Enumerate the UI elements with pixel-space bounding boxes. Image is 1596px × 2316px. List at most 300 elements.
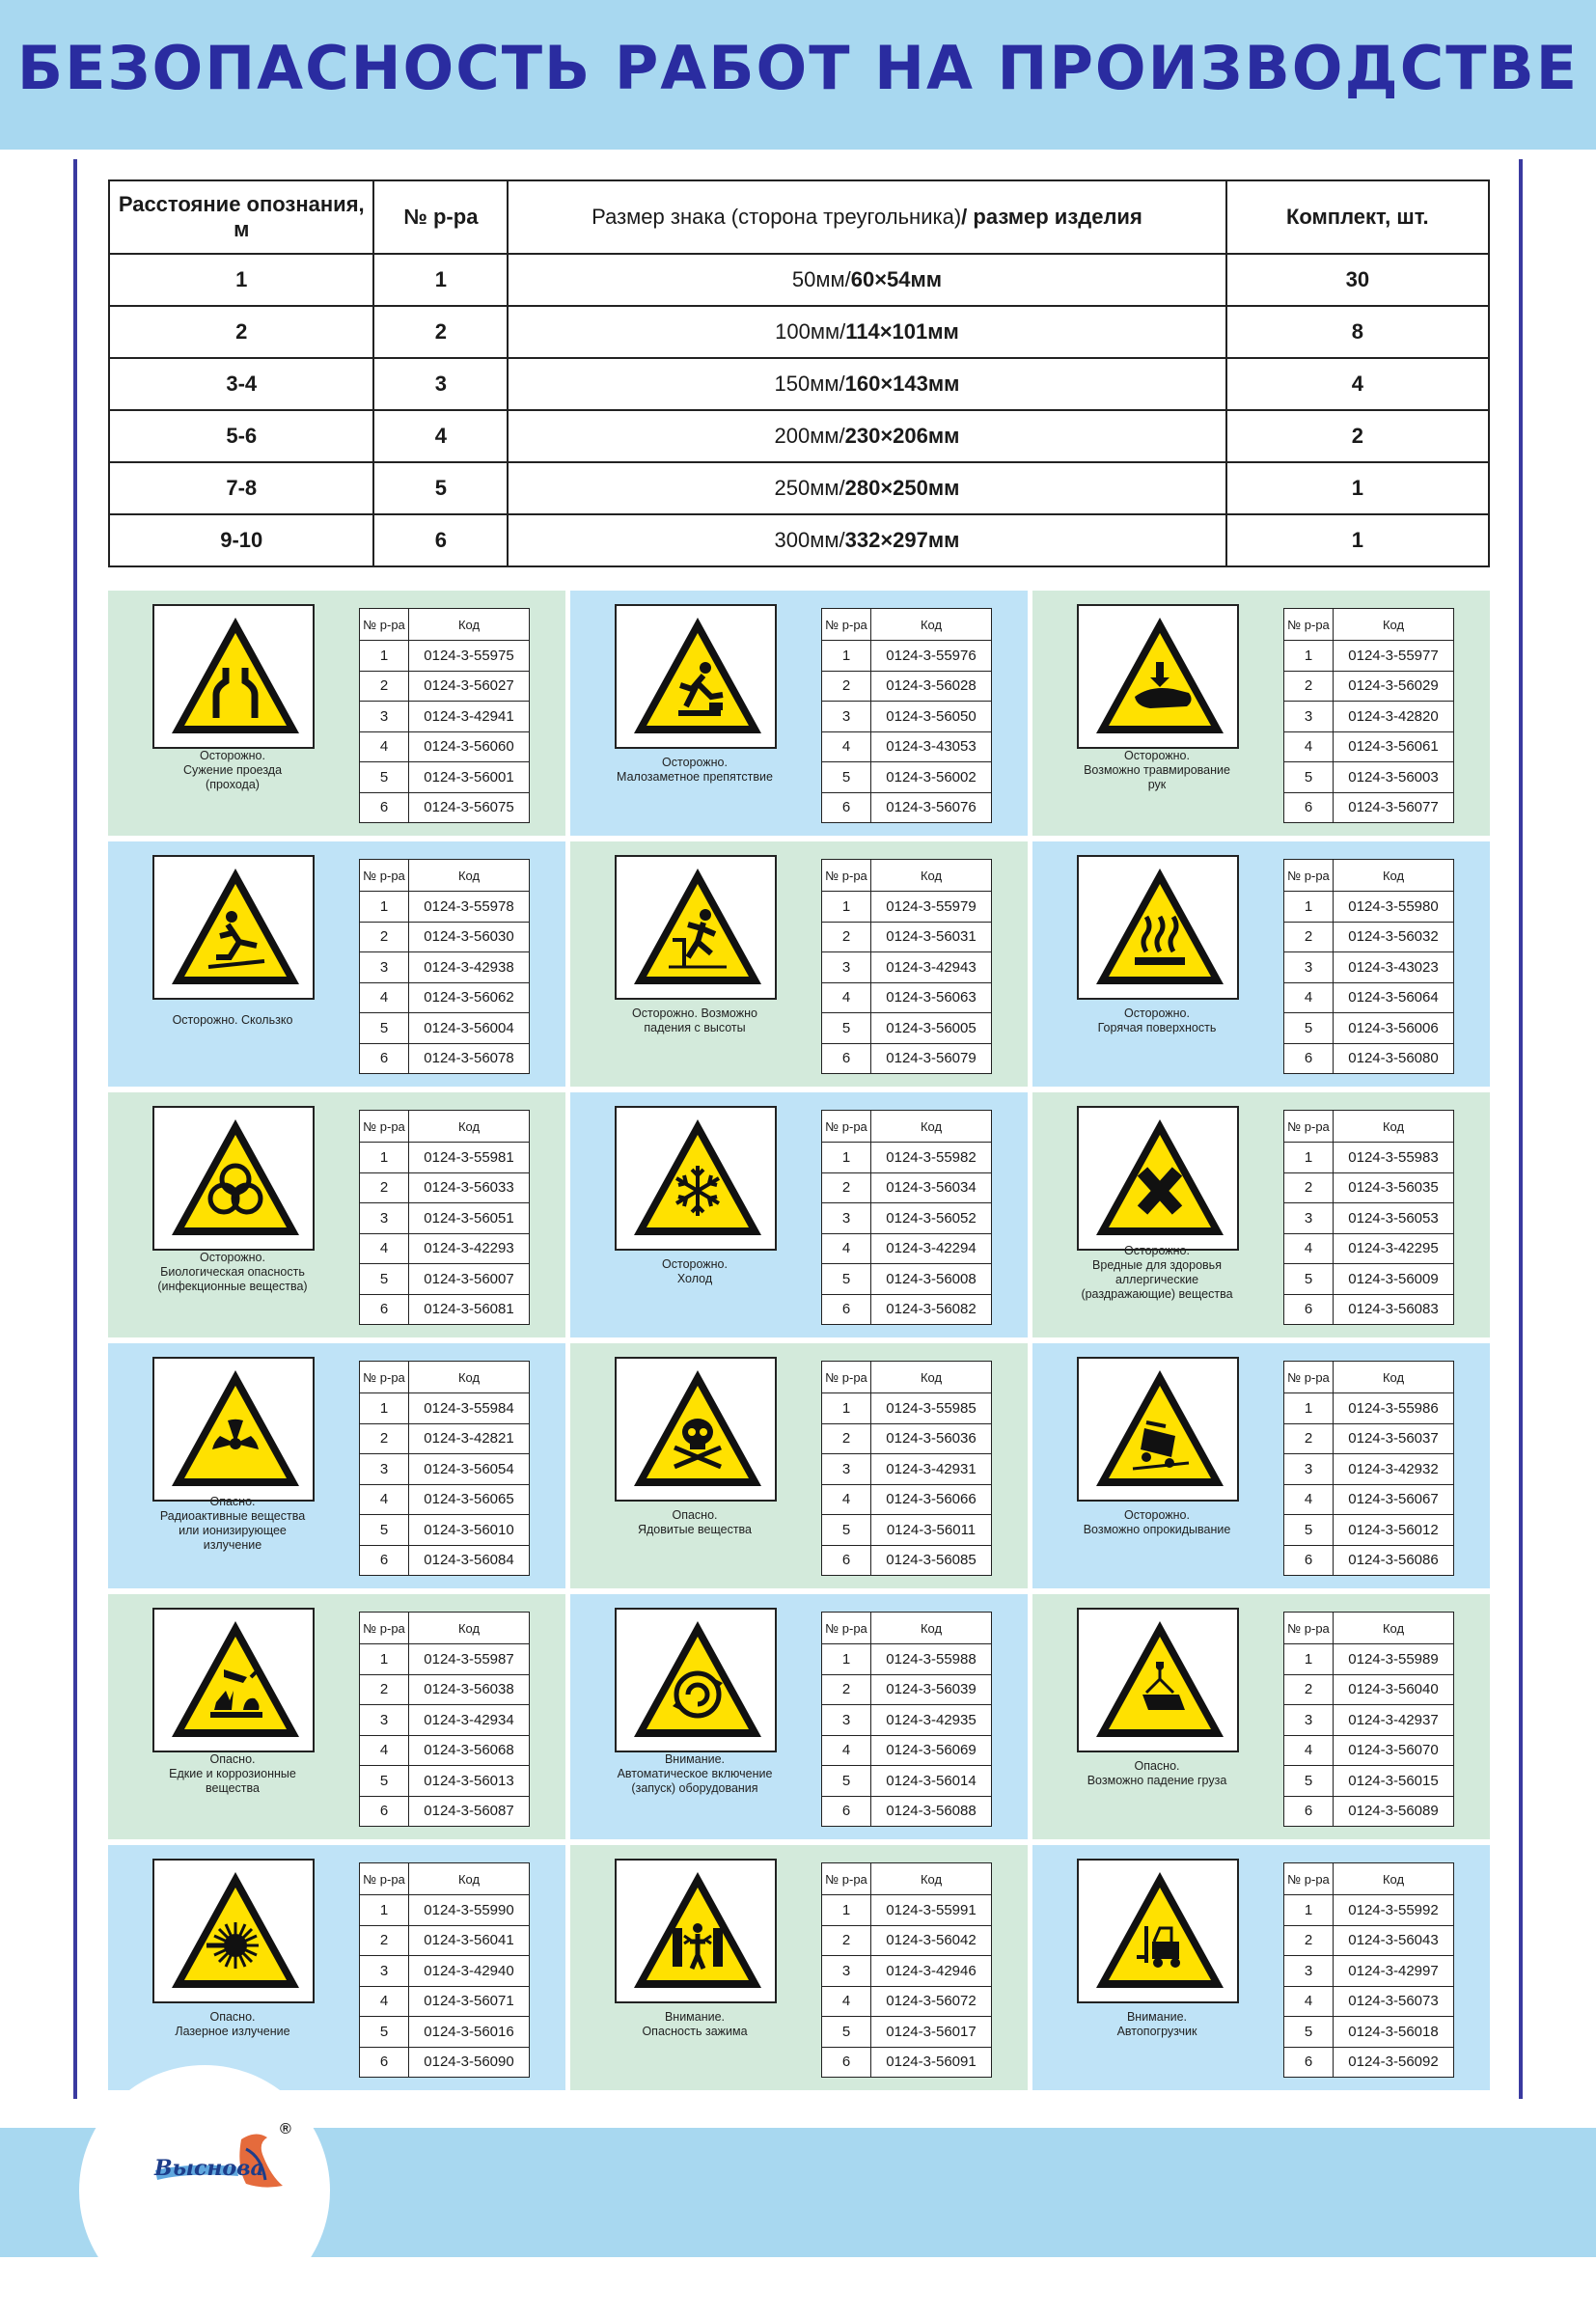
code-table — [1283, 1110, 1454, 1325]
code-value: 0124-3-56002 — [871, 762, 992, 793]
code-row — [822, 1264, 992, 1295]
code-value: 0124-3-56007 — [409, 1264, 530, 1295]
code-value: 0124-3-56086 — [1334, 1545, 1454, 1576]
sign-image — [615, 1106, 777, 1251]
code-value: 0124-3-42940 — [409, 1956, 530, 1987]
code-value: 0124-3-56014 — [871, 1766, 992, 1797]
code-row — [822, 1143, 992, 1173]
code-size-number: 2 — [822, 671, 871, 702]
code-value: 0124-3-56030 — [409, 922, 530, 952]
code-row — [1284, 671, 1454, 702]
code-size-number: 6 — [822, 1294, 871, 1325]
code-value: 0124-3-56078 — [409, 1043, 530, 1074]
code-table — [359, 608, 530, 823]
sign-card — [570, 1092, 1028, 1337]
sign-caption — [1032, 1759, 1281, 1788]
code-value: 0124-3-56068 — [409, 1735, 530, 1766]
code-row — [360, 982, 530, 1013]
row-size-number: 1 — [373, 254, 508, 306]
code-size-number: 1 — [1284, 641, 1334, 672]
sign-card — [108, 1343, 565, 1588]
code-size-number: 6 — [822, 1796, 871, 1827]
code-size-number: 5 — [822, 762, 871, 793]
code-row — [360, 1233, 530, 1264]
code-value: 0124-3-56016 — [409, 2017, 530, 2048]
code-value: 0124-3-55978 — [409, 892, 530, 923]
code-row — [1284, 952, 1454, 983]
code-value: 0124-3-42941 — [409, 702, 530, 732]
header-distance: Расстояние опознания, м — [109, 180, 373, 254]
code-size-number: 5 — [360, 2017, 409, 2048]
code-size-number: 3 — [822, 1956, 871, 1987]
code-row — [822, 922, 992, 952]
sign-caption-line: или ионизирующее — [179, 1524, 287, 1537]
code-row — [822, 952, 992, 983]
harmful-irritant-icon — [1092, 1116, 1227, 1241]
code-row — [822, 1423, 992, 1454]
code-value: 0124-3-56084 — [409, 1545, 530, 1576]
code-row — [822, 2047, 992, 2078]
code-row — [1284, 792, 1454, 823]
code-value: 0124-3-56082 — [871, 1294, 992, 1325]
code-value: 0124-3-55986 — [1334, 1393, 1454, 1424]
sign-caption-line: Внимание. — [1126, 2010, 1188, 2024]
sign-caption — [108, 1251, 357, 1294]
code-size-number: 6 — [1284, 1796, 1334, 1827]
sign-caption-line: Осторожно. — [1124, 1508, 1190, 1522]
code-size-number: 2 — [1284, 1423, 1334, 1454]
code-value: 0124-3-42820 — [1334, 702, 1454, 732]
code-table — [821, 859, 992, 1074]
code-header-code: Код — [871, 860, 992, 892]
code-header-code: Код — [1334, 1863, 1454, 1895]
code-size-number: 6 — [360, 1545, 409, 1576]
sign-caption — [108, 2010, 357, 2039]
code-row — [822, 1705, 992, 1736]
code-row — [360, 1956, 530, 1987]
code-size-number: 3 — [1284, 1956, 1334, 1987]
code-header-code: Код — [871, 609, 992, 641]
sign-card — [108, 1845, 565, 2090]
header-size-number: № р-ра — [373, 180, 508, 254]
code-row — [360, 1986, 530, 2017]
row-size-sign: 50мм/ — [791, 267, 851, 291]
sign-caption — [1032, 749, 1281, 792]
code-value: 0124-3-55982 — [871, 1143, 992, 1173]
code-value: 0124-3-56067 — [1334, 1484, 1454, 1515]
sign-caption-line: Осторожно. — [1124, 1006, 1190, 1020]
sign-caption-line: Осторожно. Скользко — [172, 1013, 293, 1027]
sign-caption — [570, 2010, 819, 2039]
code-size-number: 6 — [822, 1043, 871, 1074]
code-value: 0124-3-56077 — [1334, 792, 1454, 823]
code-value: 0124-3-56091 — [871, 2047, 992, 2078]
code-table-header — [1284, 1362, 1454, 1393]
code-value: 0124-3-56088 — [871, 1796, 992, 1827]
sign-card — [1032, 1845, 1490, 2090]
code-value: 0124-3-55988 — [871, 1644, 992, 1675]
code-table — [821, 608, 992, 823]
code-value: 0124-3-56064 — [1334, 982, 1454, 1013]
tripping-hazard-icon — [630, 614, 765, 739]
code-row — [822, 1013, 992, 1044]
sign-caption-line: Осторожно. — [662, 756, 728, 769]
code-row — [1284, 762, 1454, 793]
sign-caption — [1032, 1244, 1281, 1302]
code-table — [359, 1110, 530, 1325]
code-row — [360, 762, 530, 793]
code-size-number: 6 — [1284, 1545, 1334, 1576]
code-size-number: 4 — [822, 1484, 871, 1515]
code-size-number: 2 — [822, 922, 871, 952]
code-size-number: 2 — [822, 1925, 871, 1956]
code-value: 0124-3-55989 — [1334, 1644, 1454, 1675]
code-value: 0124-3-42943 — [871, 952, 992, 983]
laser-icon — [168, 1868, 303, 1994]
sign-caption-line: Осторожно. — [200, 749, 265, 762]
code-row — [1284, 1986, 1454, 2017]
code-size-number: 5 — [360, 762, 409, 793]
row-size-number: 4 — [373, 410, 508, 462]
code-table-header — [360, 1362, 530, 1393]
code-value: 0124-3-56090 — [409, 2047, 530, 2078]
sign-image — [615, 1608, 777, 1752]
left-border-line — [73, 159, 77, 2099]
code-value: 0124-3-56001 — [409, 762, 530, 793]
code-row — [822, 1986, 992, 2017]
code-value: 0124-3-56012 — [1334, 1515, 1454, 1546]
code-table — [821, 1110, 992, 1325]
code-value: 0124-3-56010 — [409, 1515, 530, 1546]
code-size-number: 2 — [1284, 922, 1334, 952]
code-value: 0124-3-56062 — [409, 982, 530, 1013]
size-table-row — [109, 462, 1489, 514]
code-row — [822, 1735, 992, 1766]
code-value: 0124-3-56018 — [1334, 2017, 1454, 2048]
code-size-number: 6 — [360, 792, 409, 823]
code-row — [360, 702, 530, 732]
row-size-product: 280×250мм — [844, 476, 960, 500]
code-value: 0124-3-56041 — [409, 1925, 530, 1956]
code-header-number: № р-ра — [1284, 1863, 1334, 1895]
code-size-number: 4 — [360, 1735, 409, 1766]
code-size-number: 6 — [1284, 1043, 1334, 1074]
row-distance: 7-8 — [109, 462, 373, 514]
sign-caption — [570, 1508, 819, 1537]
code-value: 0124-3-42821 — [409, 1423, 530, 1454]
code-row — [822, 731, 992, 762]
sign-caption — [570, 1257, 819, 1286]
code-row — [822, 2017, 992, 2048]
right-border-line — [1519, 159, 1523, 2099]
code-row — [822, 1925, 992, 1956]
code-value: 0124-3-56039 — [871, 1674, 992, 1705]
code-row — [360, 892, 530, 923]
code-table-header — [822, 1613, 992, 1644]
code-value: 0124-3-56065 — [409, 1484, 530, 1515]
code-table-header — [1284, 609, 1454, 641]
sign-caption-line: излучение — [203, 1538, 262, 1552]
code-value: 0124-3-56042 — [871, 1925, 992, 1956]
code-value: 0124-3-56040 — [1334, 1674, 1454, 1705]
code-value: 0124-3-56092 — [1334, 2047, 1454, 2078]
sign-caption-line: Автопогрузчик — [1116, 2025, 1197, 2038]
sign-image — [615, 855, 777, 1000]
biohazard-icon — [168, 1116, 303, 1241]
row-size-product: 332×297мм — [844, 528, 960, 552]
sign-card — [570, 1343, 1028, 1588]
code-row — [360, 1454, 530, 1485]
code-table — [359, 859, 530, 1074]
code-size-number: 6 — [360, 1043, 409, 1074]
header-size — [508, 180, 1225, 254]
code-row — [360, 1393, 530, 1424]
code-value: 0124-3-55980 — [1334, 892, 1454, 923]
code-table-header — [1284, 860, 1454, 892]
code-row — [822, 1484, 992, 1515]
hand-injury-icon — [1092, 614, 1227, 739]
sign-image — [152, 1608, 315, 1752]
code-header-number: № р-ра — [1284, 860, 1334, 892]
code-size-number: 4 — [1284, 1735, 1334, 1766]
sign-caption — [108, 1495, 357, 1553]
code-size-number: 3 — [360, 1705, 409, 1736]
code-row — [360, 1925, 530, 1956]
code-value: 0124-3-42932 — [1334, 1454, 1454, 1485]
code-row — [1284, 1264, 1454, 1295]
code-row — [1284, 2047, 1454, 2078]
code-value: 0124-3-56015 — [1334, 1766, 1454, 1797]
forklift-icon — [1092, 1868, 1227, 1994]
code-row — [1284, 982, 1454, 1013]
row-distance: 1 — [109, 254, 373, 306]
code-size-number: 4 — [1284, 1986, 1334, 2017]
code-row — [822, 1796, 992, 1827]
code-size-number: 3 — [360, 702, 409, 732]
code-row — [1284, 1393, 1454, 1424]
row-distance: 3-4 — [109, 358, 373, 410]
code-row — [360, 922, 530, 952]
code-value: 0124-3-42997 — [1334, 1956, 1454, 1987]
sign-image — [1077, 1106, 1239, 1251]
sign-caption — [108, 1013, 357, 1028]
code-value: 0124-3-56060 — [409, 731, 530, 762]
row-size — [508, 514, 1225, 566]
hot-surface-icon — [1092, 865, 1227, 990]
code-row — [822, 641, 992, 672]
sign-image — [1077, 1357, 1239, 1502]
sign-caption-line: Опасно. — [209, 1495, 256, 1508]
code-row — [1284, 1895, 1454, 1926]
code-size-number: 2 — [1284, 1674, 1334, 1705]
code-row — [1284, 1203, 1454, 1234]
code-header-number: № р-ра — [360, 860, 409, 892]
code-value: 0124-3-56072 — [871, 1986, 992, 2017]
code-size-number: 6 — [360, 1294, 409, 1325]
code-value: 0124-3-56054 — [409, 1454, 530, 1485]
size-table-row — [109, 306, 1489, 358]
sign-card — [570, 841, 1028, 1087]
code-row — [822, 1766, 992, 1797]
code-row — [822, 982, 992, 1013]
code-row — [360, 731, 530, 762]
code-size-number: 3 — [822, 952, 871, 983]
code-size-number: 1 — [1284, 1143, 1334, 1173]
row-size-number: 6 — [373, 514, 508, 566]
code-header-number: № р-ра — [822, 609, 871, 641]
row-size-product: 114×101мм — [845, 319, 959, 344]
sign-caption-line: Осторожно. Возможно — [632, 1006, 757, 1020]
code-row — [1284, 1674, 1454, 1705]
row-set: 8 — [1226, 306, 1489, 358]
code-table-header — [1284, 1111, 1454, 1143]
code-size-number: 1 — [360, 892, 409, 923]
code-row — [822, 1454, 992, 1485]
code-table — [1283, 1612, 1454, 1827]
code-row — [360, 2017, 530, 2048]
code-row — [360, 1043, 530, 1074]
code-value: 0124-3-56087 — [409, 1796, 530, 1827]
code-size-number: 4 — [360, 982, 409, 1013]
code-table-header — [1284, 1863, 1454, 1895]
code-row — [360, 1545, 530, 1576]
code-value: 0124-3-55979 — [871, 892, 992, 923]
size-table-row — [109, 514, 1489, 566]
code-size-number: 5 — [360, 1264, 409, 1295]
sign-caption-line: (прохода) — [206, 778, 260, 791]
code-size-number: 2 — [360, 1925, 409, 1956]
code-size-number: 1 — [822, 641, 871, 672]
code-size-number: 2 — [360, 1674, 409, 1705]
code-size-number: 3 — [360, 1956, 409, 1987]
header-size-sign: Размер знака (сторона треугольника) — [592, 205, 962, 229]
row-distance: 9-10 — [109, 514, 373, 566]
code-header-code: Код — [871, 1863, 992, 1895]
code-row — [360, 1735, 530, 1766]
code-value: 0124-3-56033 — [409, 1172, 530, 1203]
sign-card — [1032, 591, 1490, 836]
code-row — [1284, 1143, 1454, 1173]
code-header-code: Код — [409, 609, 530, 641]
code-size-number: 4 — [822, 1735, 871, 1766]
code-size-number: 2 — [822, 1172, 871, 1203]
code-value: 0124-3-56006 — [1334, 1013, 1454, 1044]
code-size-number: 3 — [822, 1705, 871, 1736]
sign-image — [152, 1106, 315, 1251]
code-value: 0124-3-56079 — [871, 1043, 992, 1074]
code-row — [1284, 2017, 1454, 2048]
code-row — [360, 1484, 530, 1515]
code-size-number: 4 — [360, 1986, 409, 2017]
code-size-number: 2 — [1284, 1172, 1334, 1203]
code-value: 0124-3-42935 — [871, 1705, 992, 1736]
code-value: 0124-3-42294 — [871, 1233, 992, 1264]
code-size-number: 2 — [822, 1674, 871, 1705]
code-table-header — [822, 1863, 992, 1895]
code-size-number: 5 — [1284, 2017, 1334, 2048]
sign-caption-line: Осторожно. — [662, 1257, 728, 1271]
code-table-header — [360, 1613, 530, 1644]
code-size-number: 4 — [822, 1233, 871, 1264]
sign-card — [570, 1594, 1028, 1839]
code-row — [1284, 1925, 1454, 1956]
sign-caption-line: Биологическая опасность — [160, 1265, 305, 1279]
size-table-header — [109, 180, 1489, 254]
signs-grid — [108, 591, 1490, 2090]
code-size-number: 5 — [1284, 1766, 1334, 1797]
header-band — [0, 0, 1596, 150]
code-header-code: Код — [871, 1362, 992, 1393]
code-row — [822, 1644, 992, 1675]
code-value: 0124-3-56051 — [409, 1203, 530, 1234]
code-header-number: № р-ра — [360, 1863, 409, 1895]
code-value: 0124-3-56050 — [871, 702, 992, 732]
code-value: 0124-3-56032 — [1334, 922, 1454, 952]
code-row — [360, 641, 530, 672]
code-header-number: № р-ра — [1284, 1613, 1334, 1644]
code-row — [360, 1705, 530, 1736]
code-header-code: Код — [1334, 860, 1454, 892]
code-row — [1284, 1735, 1454, 1766]
sign-caption — [108, 749, 357, 792]
code-header-number: № р-ра — [822, 1111, 871, 1143]
code-header-code: Код — [1334, 1613, 1454, 1644]
sign-caption — [1032, 2010, 1281, 2039]
code-size-number: 4 — [1284, 1233, 1334, 1264]
code-value: 0124-3-56034 — [871, 1172, 992, 1203]
code-header-number: № р-ра — [1284, 609, 1334, 641]
code-size-number: 5 — [1284, 1013, 1334, 1044]
code-size-number: 1 — [822, 892, 871, 923]
sign-caption-line: Лазерное излучение — [175, 2025, 290, 2038]
code-row — [822, 702, 992, 732]
tip-over-icon — [1092, 1366, 1227, 1492]
sign-caption-line: Горячая поверхность — [1097, 1021, 1217, 1034]
sign-card — [1032, 1594, 1490, 1839]
row-set: 1 — [1226, 514, 1489, 566]
code-row — [360, 1796, 530, 1827]
code-row — [1284, 702, 1454, 732]
code-value: 0124-3-56052 — [871, 1203, 992, 1234]
sign-image — [152, 1357, 315, 1502]
row-size-product: 160×143мм — [844, 372, 960, 396]
code-table-header — [360, 1863, 530, 1895]
sign-caption-line: Опасность зажима — [642, 2025, 748, 2038]
code-row — [360, 671, 530, 702]
row-size-sign: 300мм/ — [774, 528, 845, 552]
code-size-number: 6 — [360, 2047, 409, 2078]
code-value: 0124-3-56075 — [409, 792, 530, 823]
code-table-header — [360, 860, 530, 892]
code-size-number: 5 — [1284, 762, 1334, 793]
code-size-number: 4 — [360, 731, 409, 762]
code-size-number: 5 — [822, 1515, 871, 1546]
code-size-number: 5 — [822, 1264, 871, 1295]
row-size-sign: 250мм/ — [774, 476, 845, 500]
sign-card — [108, 591, 565, 836]
code-size-number: 1 — [822, 1393, 871, 1424]
code-row — [1284, 1454, 1454, 1485]
code-size-number: 6 — [822, 1545, 871, 1576]
code-value: 0124-3-43053 — [871, 731, 992, 762]
row-size — [508, 462, 1225, 514]
code-size-number: 3 — [822, 702, 871, 732]
row-size-sign: 200мм/ — [774, 424, 845, 448]
code-size-number: 5 — [822, 1013, 871, 1044]
code-row — [822, 892, 992, 923]
code-size-number: 1 — [360, 1895, 409, 1926]
logo-text: Выснова — [154, 2156, 264, 2181]
